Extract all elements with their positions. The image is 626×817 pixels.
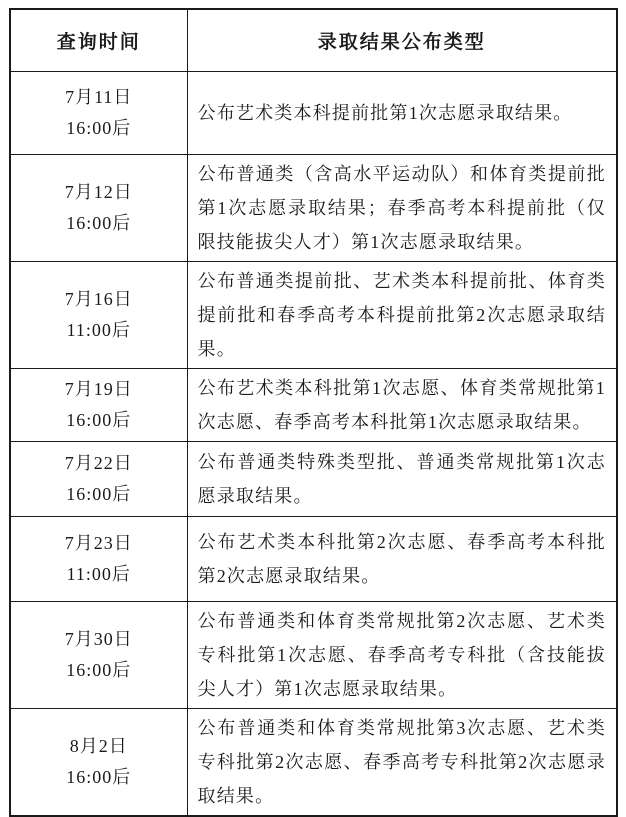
query-date: 7月16日 xyxy=(64,288,133,309)
query-time-cell xyxy=(10,601,187,708)
query-time-cell xyxy=(10,368,187,441)
header-row xyxy=(10,9,617,71)
result-type-cell: 公布普通类和体育类常规批第2次志愿、艺术类专科批第1次志愿、春季高考专科批（含技能拔尖人才）第1次志愿录取结果。 xyxy=(187,601,617,708)
query-date: 7月12日 xyxy=(64,181,133,202)
result-type-cell: 公布艺术类本科批第1次志愿、体育类常规批第1次志愿、春季高考本科批第1次志愿录取结果。 xyxy=(187,368,617,441)
result-type-cell: 公布艺术类本科提前批第1次志愿录取结果。 xyxy=(187,71,617,154)
query-time-cell xyxy=(10,441,187,516)
query-time-cell xyxy=(10,516,187,601)
query-time: 16:00后 xyxy=(66,117,132,138)
query-time: 16:00后 xyxy=(66,212,132,233)
query-time: 16:00后 xyxy=(66,659,132,680)
table-row xyxy=(10,708,617,816)
header-result-type: 录取结果公布类型 xyxy=(187,9,617,71)
query-date: 7月22日 xyxy=(64,452,133,473)
query-time: 16:00后 xyxy=(66,766,132,787)
table-row xyxy=(10,261,617,368)
query-date: 7月30日 xyxy=(64,628,133,649)
query-time: 11:00后 xyxy=(66,563,131,584)
query-time: 11:00后 xyxy=(66,319,131,340)
query-time-cell xyxy=(10,154,187,261)
result-type-cell: 公布普通类和体育类常规批第3次志愿、艺术类专科批第2次志愿、春季高考专科批第2次志愿录取结果。 xyxy=(187,708,617,816)
query-date: 7月11日 xyxy=(65,86,133,107)
table-row xyxy=(10,601,617,708)
query-time-cell xyxy=(10,708,187,816)
admission-results-schedule-table xyxy=(9,8,618,817)
query-time-cell xyxy=(10,71,187,154)
query-time-cell xyxy=(10,261,187,368)
result-type-cell: 公布艺术类本科批第2次志愿、春季高考本科批第2次志愿录取结果。 xyxy=(187,516,617,601)
header-query-time: 查询时间 xyxy=(10,9,187,71)
table-row xyxy=(10,71,617,154)
query-date: 8月2日 xyxy=(69,735,128,756)
table-row xyxy=(10,516,617,601)
table-row xyxy=(10,154,617,261)
result-type-cell: 公布普通类提前批、艺术类本科提前批、体育类提前批和春季高考本科提前批第2次志愿录取结果。 xyxy=(187,261,617,368)
table-row xyxy=(10,441,617,516)
query-date: 7月23日 xyxy=(64,532,133,553)
result-type-cell: 公布普通类特殊类型批、普通类常规批第1次志愿录取结果。 xyxy=(187,441,617,516)
result-type-cell: 公布普通类（含高水平运动队）和体育类提前批第1次志愿录取结果；春季高考本科提前批（仅限技能拔尖人才）第1次志愿录取结果。 xyxy=(187,154,617,261)
table-row xyxy=(10,368,617,441)
query-time: 16:00后 xyxy=(66,483,132,504)
query-date: 7月19日 xyxy=(64,378,133,399)
query-time: 16:00后 xyxy=(66,409,132,430)
